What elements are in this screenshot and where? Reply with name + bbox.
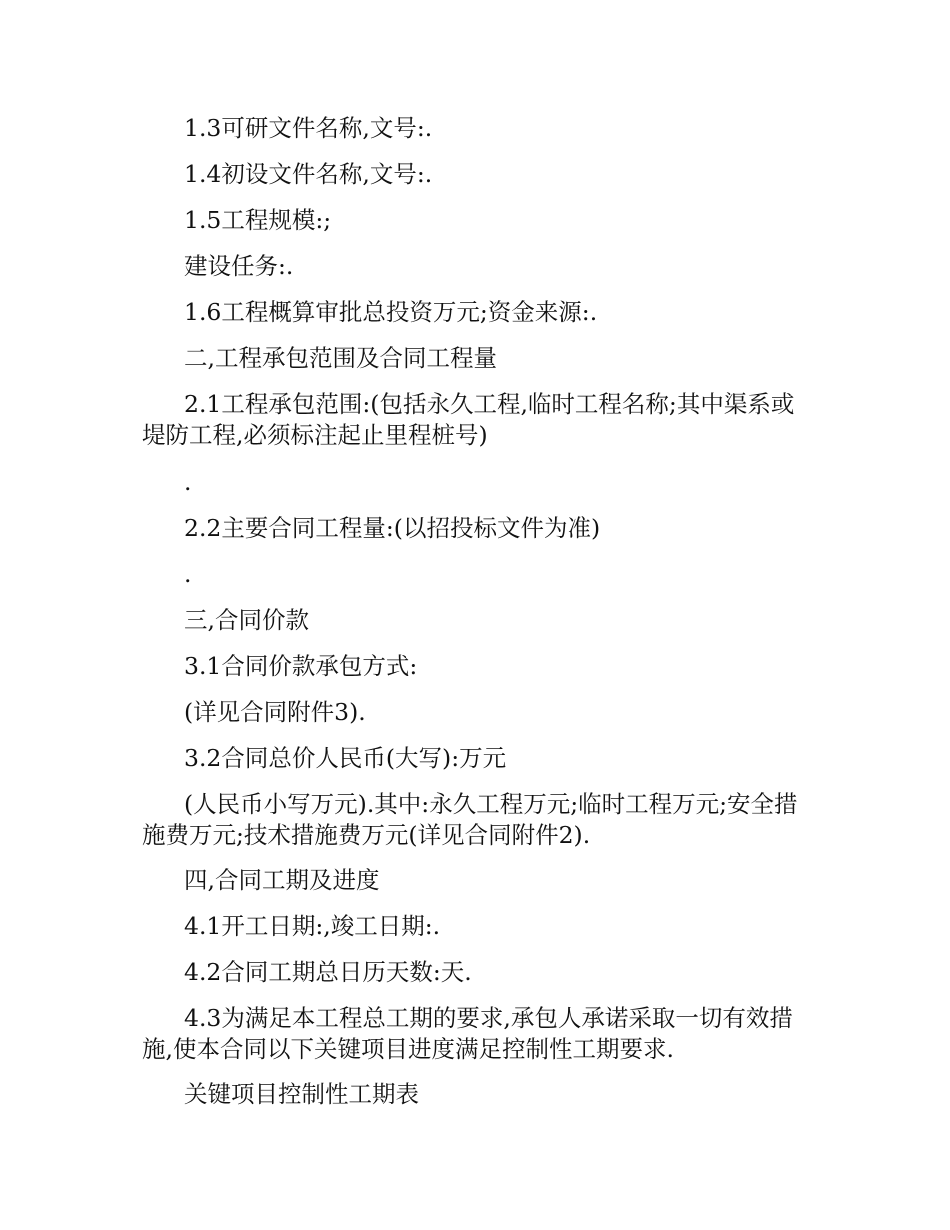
paragraph-price-breakdown: (人民币小写万元).其中:永久工程万元;临时工程万元;安全措施费万元;技术措施费万元(详见合同附件2). [142,790,798,849]
paragraph-4-3: 4.3为满足本工程总工期的要求,承包人承诺采取一切有效措施,使本合同以下关键项目进度满足控制性工期要求. [142,1004,793,1063]
paragraph-3-2: 3.2合同总价人民币(大写):万元 [184,744,507,772]
paragraph-4-1: 4.1开工日期:,竣工日期:. [184,912,441,940]
paragraph-construction-task: 建设任务:. [184,252,294,280]
paragraph-4-2: 4.2合同工期总日历天数:天. [184,958,472,986]
section-heading-3: 三,合同价款 [184,606,309,634]
paragraph-1-5: 1.5工程规模:; [184,206,332,234]
paragraph-1-3: 1.3可研文件名称,文号:. [184,114,433,142]
section-heading-4: 四,合同工期及进度 [184,866,380,894]
paragraph-attachment-3: (详见合同附件3). [184,698,366,726]
paragraph-3-1: 3.1合同价款承包方式: [184,652,418,680]
paragraph-1-6: 1.6工程概算审批总投资万元;资金来源:. [184,298,598,326]
paragraph-table-title: 关键项目控制性工期表 [184,1080,419,1108]
paragraph-2-2: 2.2主要合同工程量:(以招投标文件为准) [184,514,601,542]
section-heading-2: 二,工程承包范围及合同工程量 [184,344,497,372]
paragraph-blank-2: . [184,560,192,588]
paragraph-1-4: 1.4初设文件名称,文号:. [184,160,433,188]
paragraph-2-1: 2.1工程承包范围:(包括永久工程,临时工程名称;其中渠系或堤防工程,必须标注起止里程桩号) [142,390,795,449]
paragraph-blank-1: . [184,468,192,496]
